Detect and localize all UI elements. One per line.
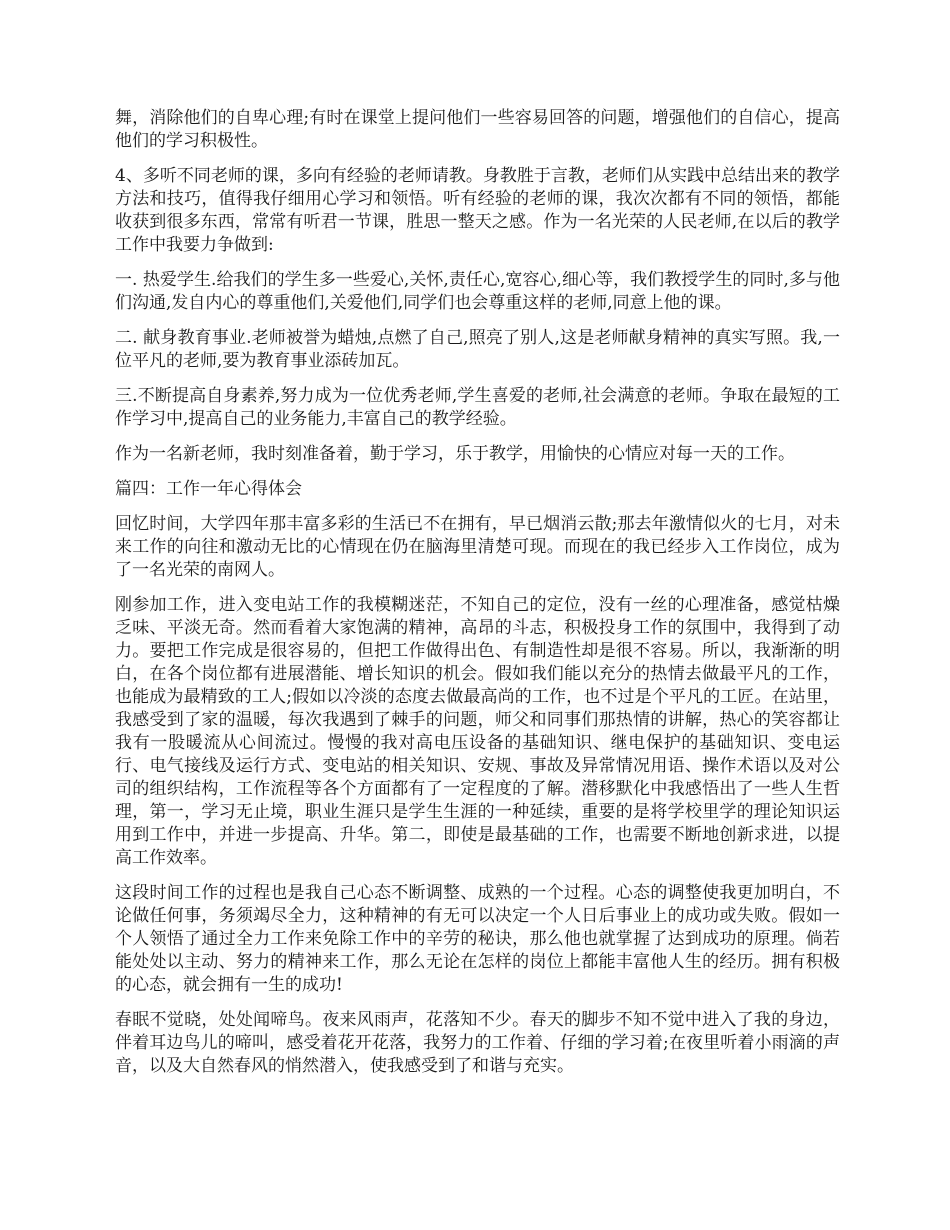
paragraph: 刚参加工作，进入变电站工作的我模糊迷茫，不知自己的定位，没有一丝的心理准备，感觉枯燥乏味、平淡无奇。然而看着大家饱满的精神，高昂的斗志，积极投身工作的氛围中，我得到了动力。要把工作完成是很容易的，但把工作做得出色、有制造性却是很不容易。所以，我渐渐的明白，在各个岗位都有进展潜能、增长知识的机会。假如我们能以充分的热情去做最平凡的工作，也能成为最精致的工人;假如以冷淡的态度去做最高尚的工作，也不过是个平凡的工匠。在站里，我感受到了家的温暖，每次我遇到了棘手的问题，师父和同事们那热情的讲解，热心的笑容都让我有一股暖流从心间流过。慢慢的我对高电压设备的基础知识、继电保护的基础知识、变电运行、电气接线及运行方式、变电站的相关知识、安规、事故及异常情况用语、操作术语以及对公司的组织结构，工作流程等各个方面都有了一定程度的了解。潜移默化中我感悟出了一些人生哲理，第一，学习无止境，职业生涯只是学生生涯的一种延续，重要的是将学校里学的理论知识运用到工作中，并进一步提高、升华。第二，即使是最基础的工作，也需要不断地创新求进，以提高工作效率。 — [115, 595, 840, 868]
section-heading: 篇四：工作一年心得体会 — [115, 479, 302, 499]
paragraph: 二. 献身教育事业.老师被誉为蜡烛,点燃了自己,照亮了别人,这是老师献身精神的真实写照。我,一位平凡的老师,要为教育事业添砖加瓦。 — [115, 328, 840, 371]
paragraph: 舞，消除他们的自卑心理;有时在课堂上提问他们一些容易回答的问题，增强他们的自信心，提高他们的学习积极性。 — [115, 108, 840, 151]
paragraph: 三.不断提高自身素养,努力成为一位优秀老师,学生喜爱的老师,社会满意的老师。争取在最短的工作学习中,提高自己的业务能力,丰富自己的教学经验。 — [115, 386, 840, 429]
paragraph: 春眠不觉晓，处处闻啼鸟。夜来风雨声，花落知不少。春天的脚步不知不觉中进入了我的身边，伴着耳边鸟儿的啼叫，感受着花开花落，我努力的工作着、仔细的学习着;在夜里听着小雨滴的声音，以及大自然春风的悄然潜入，使我感受到了和谐与充实。 — [115, 1010, 840, 1076]
paragraph: 回忆时间，大学四年那丰富多彩的生活已不在拥有，早已烟消云散;那去年激情似火的七月，对未来工作的向往和激动无比的心情现在仍在脑海里清楚可现。而现在的我已经步入工作岗位，成为了一名光荣的南网人。 — [115, 514, 840, 580]
paragraph: 一. 热爱学生.给我们的学生多一些爱心,关怀,责任心,宽容心,细心等，我们教授学生的同时,多与他们沟通,发自内心的尊重他们,关爱他们,同学们也会尊重这样的老师,同意上他的课。 — [115, 270, 840, 313]
paragraph: 这段时间工作的过程也是我自己心态不断调整、成熟的一个过程。心态的调整使我更加明白，不论做任何事，务须竭尽全力，这种精神的有无可以决定一个人日后事业上的成功或失败。假如一个人领悟了通过全力工作来免除工作中的辛劳的秘诀，那么他也就掌握了达到成功的原理。倘若能处处以主动、努力的精神来工作，那么无论在怎样的岗位上都能丰富他人生的经历。拥有积极的心态，就会拥有一生的成功! — [115, 883, 840, 995]
document-body — [115, 107, 840, 1090]
paragraph: 作为一名新老师，我时刻准备着，勤于学习，乐于教学，用愉快的心情应对每一天的工作。 — [115, 444, 795, 464]
paragraph: 4、多听不同老师的课，多向有经验的老师请教。身教胜于言教，老师们从实践中总结出来的教学方法和技巧，值得我仔细用心学习和领悟。听有经验的老师的课，我次次都有不同的领悟，都能收获到很多东西，常常有听君一节课，胜思一整天之感。作为一名光荣的人民老师,在以后的教学工作中我要力争做到: — [115, 166, 840, 255]
